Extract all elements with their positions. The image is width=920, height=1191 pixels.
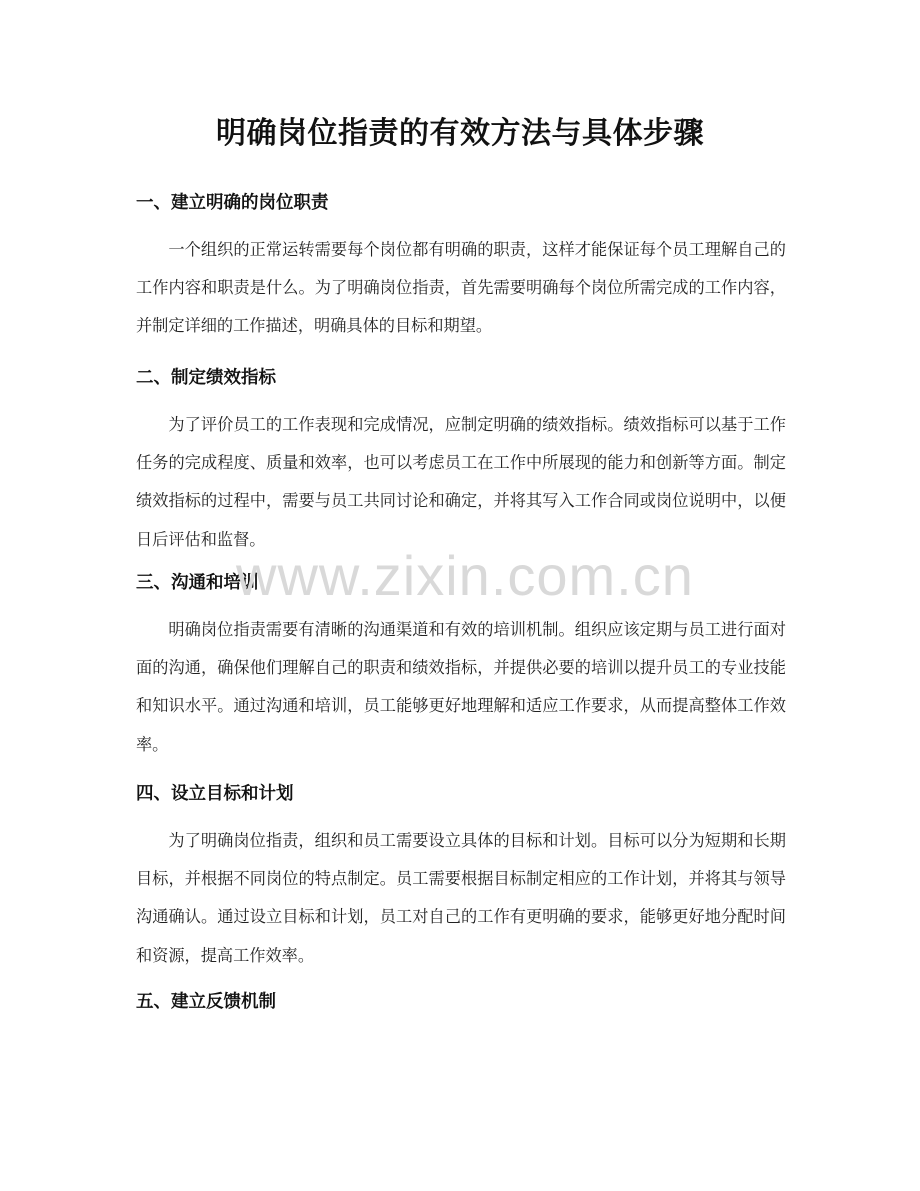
section-heading-1: 一、建立明确的岗位职责 xyxy=(136,193,329,213)
section-heading-5: 五、建立反馈机制 xyxy=(136,992,276,1012)
document-title: 明确岗位指责的有效方法与具体步骤 xyxy=(216,116,704,151)
section-heading-4: 四、设立目标和计划 xyxy=(136,784,294,804)
section-body-3: 明确岗位指责需要有清晰的沟通渠道和有效的培训机制。组织应该定期与员工进行面对面的沟通，确保他们理解自己的职责和绩效指标，并提供必要的培训以提升员工的专业技能和知识水平。通过沟通和培训，员工能够更好地理解和适应工作要求，从而提高整体工作效率。 xyxy=(136,620,786,754)
section-body-1: 一个组织的正常运转需要每个岗位都有明确的职责，这样才能保证每个员工理解自己的工作内容和职责是什么。为了明确岗位指责，首先需要明确每个岗位所需完成的工作内容，并制定详细的工作描述，明确具体的目标和期望。 xyxy=(136,240,786,336)
section-body-2: 为了评价员工的工作表现和完成情况，应制定明确的绩效指标。绩效指标可以基于工作任务的完成程度、质量和效率，也可以考虑员工在工作中所展现的能力和创新等方面。制定绩效指标的过程中，需要与员工共同讨论和确定，并将其写入工作合同或岗位说明中，以便日后评估和监督。 xyxy=(136,415,786,549)
section-heading-2: 二、制定绩效指标 xyxy=(136,368,276,388)
section-heading-3: 三、沟通和培训 xyxy=(136,573,259,593)
section-body-4: 为了明确岗位指责，组织和员工需要设立具体的目标和计划。目标可以分为短期和长期目标，并根据不同岗位的特点制定。员工需要根据目标制定相应的工作计划，并将其与领导沟通确认。通过设立目标和计划，员工对自己的工作有更明确的要求，能够更好地分配时间和资源，提高工作效率。 xyxy=(136,831,786,965)
watermark: www.zixin.com.cn xyxy=(236,544,694,607)
